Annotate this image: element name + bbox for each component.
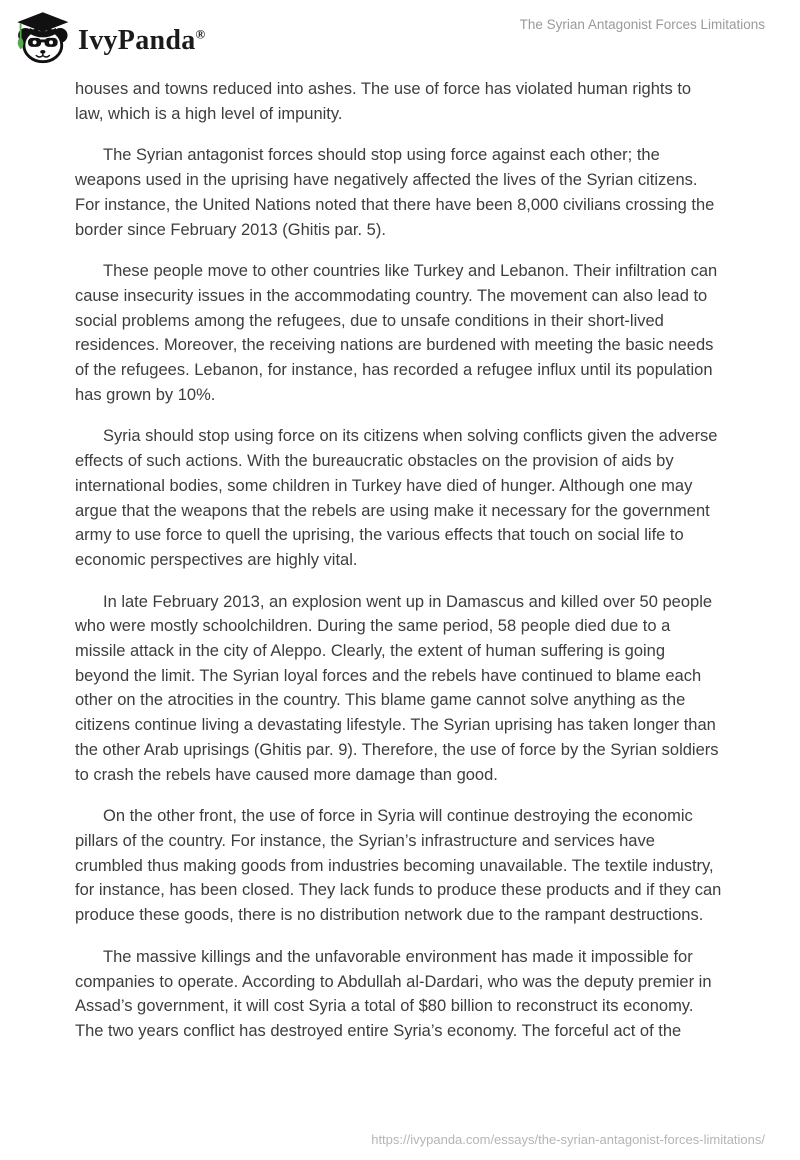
ivypanda-logo[interactable] (14, 8, 206, 66)
brand-text: IvyPanda® (78, 25, 206, 56)
paragraph: Syria should stop using force on its citizens when solving conflicts given the adverse effects of such actions. With the bureaucratic obstacles on the provision of aids by international bodies, some children in Turkey have died of hunger. Although one may argue that the weapons that the rebels are using make it necessary for the government army to use force to quell the uprising, the various effects that touch on social life to economic perspectives are highly vital. (75, 427, 718, 569)
essay-body (75, 77, 723, 1044)
panda-graduate-icon (14, 8, 70, 66)
paragraph: On the other front, the use of force in Syria will continue destroying the economic pillars of the country. For instance, the Syrian’s infrastructure and services have crumbled thus making goods from industries becoming unavailable. The textile industry, for instance, has been closed. They lack funds to produce these products and if they can produce these goods, there is no distribution network due to the rampant destructions. (75, 807, 722, 925)
page-header (0, 0, 800, 66)
paragraph: The Syrian antagonist forces should stop using force against each other; the weapons used in the uprising have negatively affected the lives of the Syrian citizens. For instance, the United Nations noted that there have been 8,000 civilians crossing the border since February 2013 (Ghitis par. 5). (75, 146, 715, 239)
footer-url-link[interactable]: https://ivypanda.com/essays/the-syrian-antagonist-forces-limitations/ (371, 1132, 765, 1147)
paragraph: The massive killings and the unfavorable environment has made it impossible for companies to operate. According to Abdullah al-Dardari, who was the deputy premier in Assad’s government, it will cost Syria a total of $80 billion to reconstruct its economy. The two years conflict has destroyed entire Syria’s economy. The forceful act of the (75, 947, 712, 1040)
paragraph: In late February 2013, an explosion went up in Damascus and killed over 50 people who were mostly schoolchildren. During the same period, 58 people died due to a missile attack in the city of Aleppo. Clearly, the extent of human suffering is going beyond the limit. The Syrian loyal forces and the rebels have continued to blame each other on the atrocities in the country. This blame game cannot solve anything as the citizens continue living a devastating lifestyle. The Syrian uprising has taken longer than the other Arab uprisings (Ghitis par. 9). Therefore, the use of force by the Syrian soldiers to crash the rebels have caused more damage than good. (75, 592, 719, 784)
registered-trademark-symbol: ® (195, 26, 206, 42)
paragraph: houses and towns reduced into ashes. The use of force has violated human rights to law, which is a high level of impunity. (75, 80, 692, 123)
document-title: The Syrian Antagonist Forces Limitations (519, 17, 765, 32)
paragraph: These people move to other countries like Turkey and Lebanon. Their infiltration can cause insecurity issues in the accommodating country. The movement can also lead to social problems among the refugees, due to unsafe conditions in their short-lived residences. Moreover, the receiving nations are burdened with meeting the basic needs of the refugees. Lebanon, for instance, has recorded a refugee influx until its population has grown by 10%. (75, 262, 718, 404)
